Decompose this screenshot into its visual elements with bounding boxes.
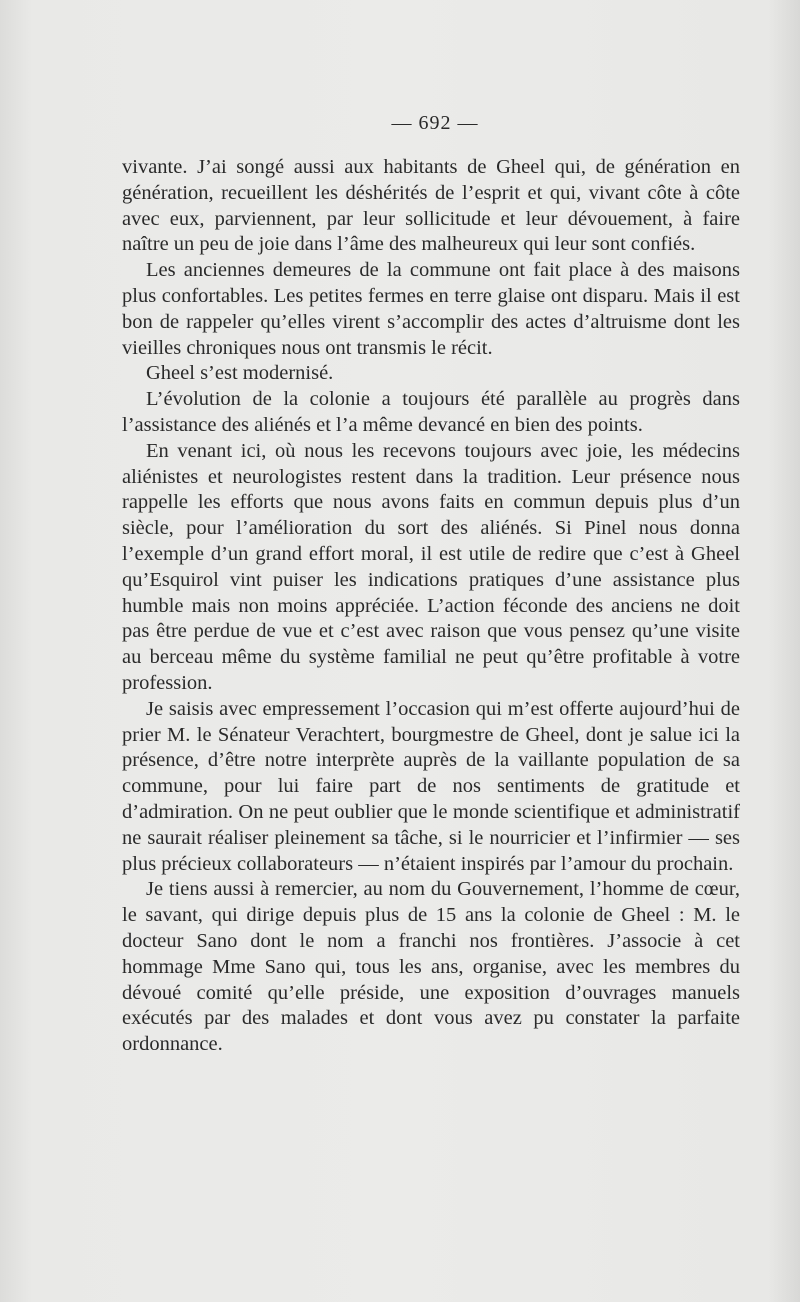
body-text <box>122 155 740 1058</box>
page-number: — 692 — <box>391 112 479 134</box>
paragraph: Je tiens aussi à remercier, au nom du Gouvernement, l’homme de cœur, le savant, qui dirige depuis plus de 15 ans la colonie de Gheel : M. le docteur Sano dont le nom a franchi nos frontières. J’associe à cet hommage Mme Sano qui, tous les ans, organise, avec les membres du dévoué comité qu’elle préside, une exposition d’ouvrages manuels exécutés par des malades et dont vous avez pu constater la parfaite ordonnance. <box>122 878 740 1056</box>
paragraph-continuation: vivante. J’ai songé aussi aux habitants de Gheel qui, de génération en génération, recueillent les déshérités de l’esprit et qui, vivant côte à côte avec eux, parviennent, par leur sollicitude et leur dévouement, à faire naître un peu de joie dans l’âme des malheureux qui leur sont confiés. <box>122 156 740 256</box>
paragraph: En venant ici, où nous les recevons toujours avec joie, les médecins aliénistes et neurologistes restent dans la tradition. Leur présence nous rappelle les efforts que nous avons faits en commun depuis plus d’un siècle, pour l’amélioration du sort des aliénés. Si Pinel nous donna l’exemple d’un grand effort moral, il est utile de redire que c’est à Gheel qu’Esquirol vint puiser les indications pratiques d’une assistance plus humble mais non moins appréciée. L’action féconde des anciens ne doit pas être perdue de vue et c’est avec raison que vous pensez qu’une visite au berceau même du système familial ne peut qu’être profitable à votre profession. <box>122 439 740 694</box>
paragraph: Je saisis avec empressement l’occasion qui m’est offerte aujourd’hui de prier M. le Sénateur Verachtert, bourgmestre de Gheel, dont je salue ici la présence, d’être notre interprète auprès de la vaillante population de sa commune, pour lui faire part de nos sentiments de gratitude et d’admiration. On ne peut oublier que le monde scientifique et administratif ne saurait réaliser pleinement sa tâche, si le nourricier et l’infirmier — ses plus précieux collaborateurs — n’étaient inspirés par l’amour du prochain. <box>122 697 740 875</box>
paragraph: Gheel s’est modernisé. <box>146 362 334 385</box>
paragraph: L’évolution de la colonie a toujours été parallèle au progrès dans l’assistance des aliénés et l’a même devancé en bien des points. <box>122 388 740 436</box>
paragraph: Les anciennes demeures de la commune ont fait place à des maisons plus confortables. Les petites fermes en terre glaise ont disparu. Mais il est bon de rappeler qu’elles virent s’accomplir des actes d’altruisme dont les vieilles chroniques nous ont transmis le récit. <box>122 259 740 359</box>
